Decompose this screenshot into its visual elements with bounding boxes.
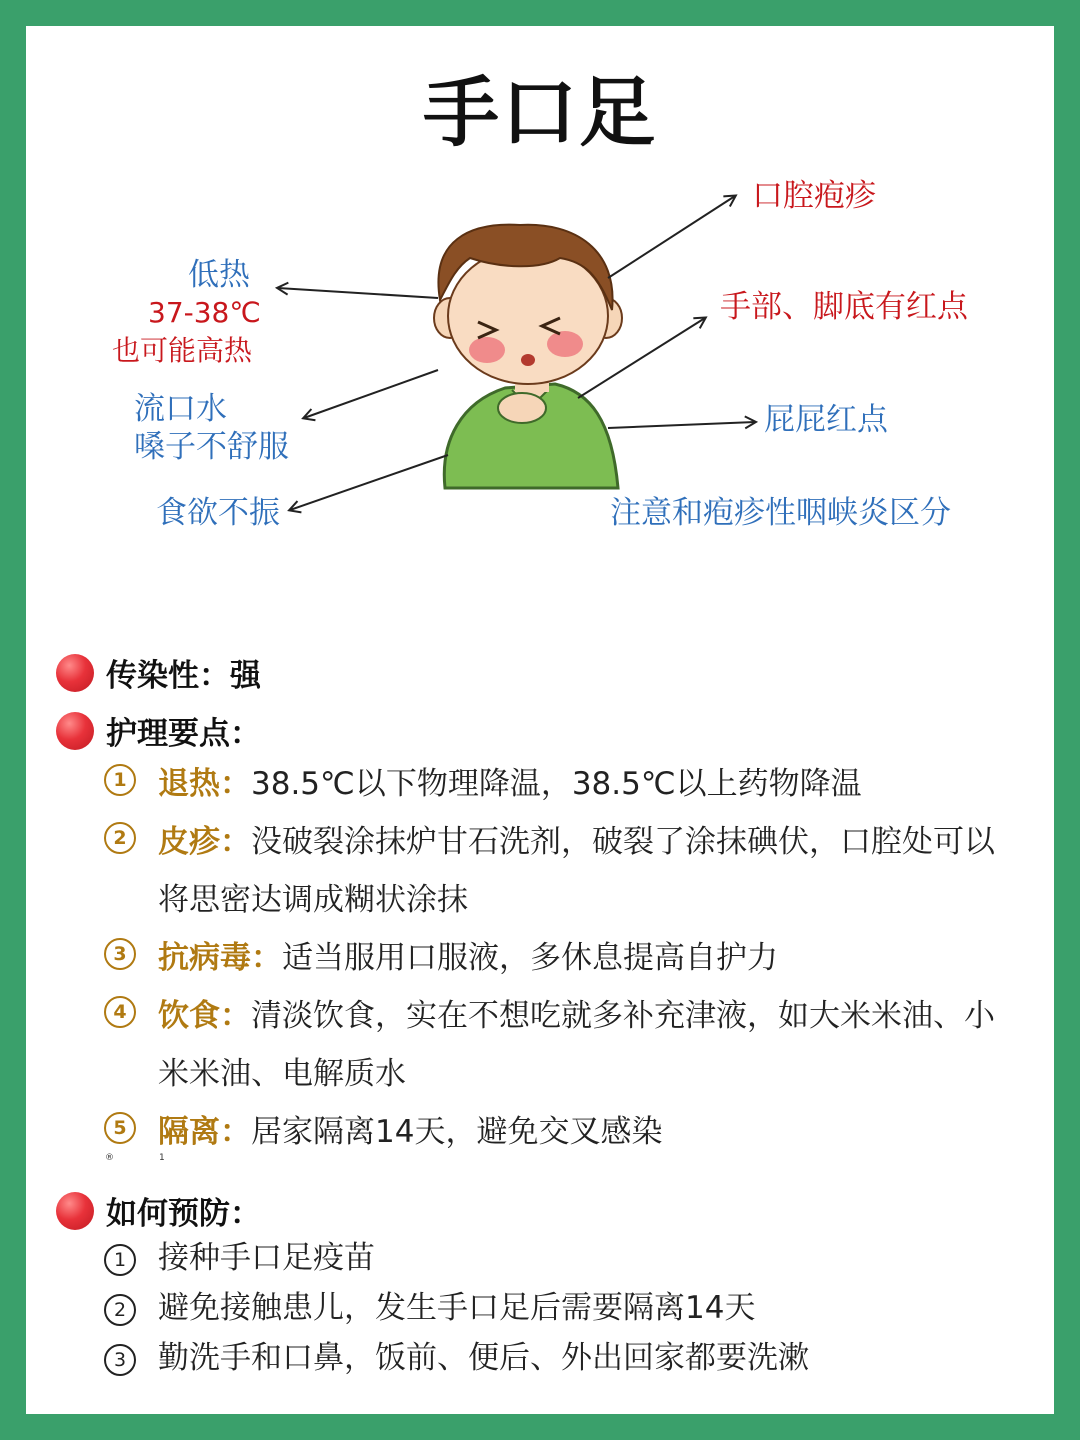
care-item xyxy=(104,755,998,813)
care-keyword: 抗病毒： xyxy=(158,940,282,976)
care-text: 居家隔离14天，避免交叉感染 xyxy=(251,1114,663,1150)
care-keyword: 退热： xyxy=(158,766,251,802)
section-prevention xyxy=(56,1188,261,1233)
circled-number: 5 xyxy=(104,1112,136,1144)
label-buttocks: 屁屁红点 xyxy=(764,402,888,438)
circled-number: 2 xyxy=(104,822,136,854)
red-dot-icon xyxy=(56,1192,94,1230)
red-dot-icon xyxy=(56,712,94,750)
label-drool: 流口水 xyxy=(134,391,227,427)
care-keyword: 隔离： xyxy=(158,1114,251,1150)
prevention-item xyxy=(104,1285,755,1331)
circled-number: 3 xyxy=(104,938,136,970)
circled-number: 4 xyxy=(104,996,136,1028)
care-item xyxy=(104,987,998,1103)
tiny-mark: ® xyxy=(105,1153,114,1163)
label-throat: 嗓子不舒服 xyxy=(134,429,289,465)
circled-number: 2 xyxy=(104,1294,136,1326)
prevention-item xyxy=(104,1235,375,1281)
care-text: 38.5℃以下物理降温，38.5℃以上药物降温 xyxy=(251,766,862,802)
care-item xyxy=(104,813,998,929)
care-text: 没破裂涂抹炉甘石洗剂，破裂了涂抹碘伏，口腔处可以将思密达调成糊状涂抹 xyxy=(158,824,995,918)
section-contagion-title: 传染性：强 xyxy=(106,658,261,694)
circled-number: 3 xyxy=(104,1344,136,1376)
label-note: 注意和疱疹性咽峡炎区分 xyxy=(610,495,951,531)
label-mouth-herpes: 口腔疱疹 xyxy=(752,178,876,214)
prevention-text: 避免接触患儿，发生手口足后需要隔离14天 xyxy=(158,1290,756,1326)
section-prevention-title: 如何预防： xyxy=(106,1196,261,1232)
prevention-text: 勤洗手和口鼻，饭前、便后、外出回家都要洗漱 xyxy=(158,1340,809,1376)
section-care xyxy=(56,708,261,753)
red-dot-icon xyxy=(56,654,94,692)
section-care-title: 护理要点： xyxy=(106,716,261,752)
label-high-fever: 也可能高热 xyxy=(112,334,253,367)
care-item xyxy=(104,929,998,987)
label-hand-foot: 手部、脚底有红点 xyxy=(720,289,968,325)
care-text: 清淡饮食，实在不想吃就多补充津液，如大米米油、小米米油、电解质水 xyxy=(158,998,995,1092)
label-temperature: 37-38℃ xyxy=(148,296,261,329)
care-keyword: 饮食： xyxy=(158,998,251,1034)
tiny-mark: 1 xyxy=(159,1153,165,1163)
care-keyword: 皮疹： xyxy=(158,824,251,860)
prevention-text: 接种手口足疫苗 xyxy=(158,1240,375,1276)
circled-number: 1 xyxy=(104,1244,136,1276)
section-contagion xyxy=(56,650,261,695)
care-item xyxy=(104,1103,998,1161)
label-appetite: 食欲不振 xyxy=(156,495,280,531)
prevention-item xyxy=(104,1335,809,1381)
care-text: 适当服用口服液，多休息提高自护力 xyxy=(282,940,778,976)
circled-number: 1 xyxy=(104,764,136,796)
page-title: 手口足 xyxy=(423,68,657,157)
label-fever: 低热 xyxy=(188,257,250,293)
